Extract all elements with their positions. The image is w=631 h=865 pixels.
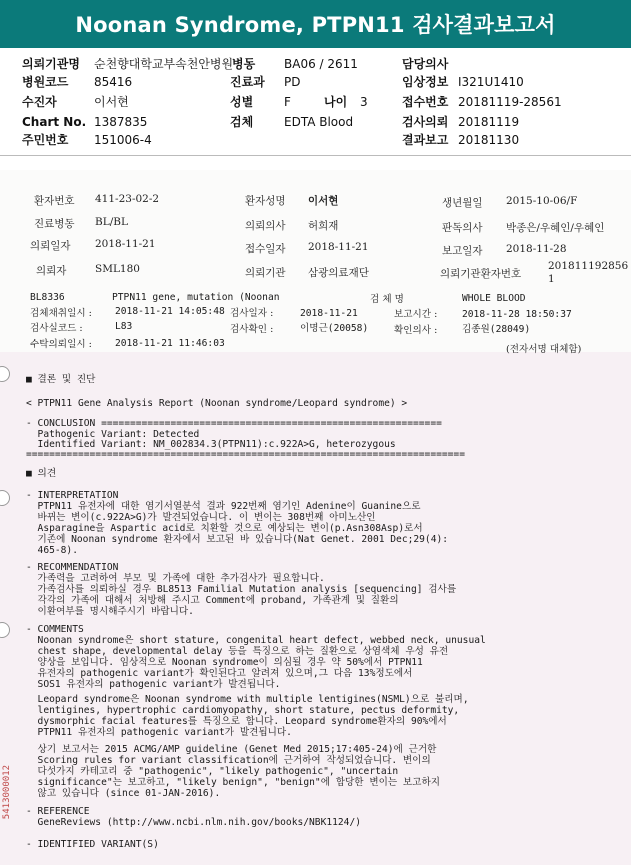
- comments-line: chest shape, developmental delay 등을 특징으로 하는 질환으로 상염색체 우성 유전: [26, 646, 449, 657]
- patient-form: [0, 188, 631, 288]
- form-value: BL/BL: [95, 216, 128, 228]
- interpretation-line: 바뀌는 변이(c.922A>G)가 발견되었습니다. 이 변이는 308번째 아미노산인: [26, 512, 376, 523]
- form-label: 의뢰기관: [245, 267, 286, 279]
- report-body: [24, 374, 624, 864]
- room-label: 검사실코드 :: [30, 323, 83, 334]
- interpretation-line: Asparagine을 Aspartic acid로 치환할 것으로 예상되는 변이(p.Asn308Asp)로서: [26, 523, 423, 534]
- hdr-label: 성별: [230, 95, 254, 109]
- recommendation-line: 가족력을 고려하여 부모 및 가족에 대한 추가검사가 필요합니다.: [26, 573, 325, 584]
- accept-label: 검사일자 :: [230, 308, 274, 319]
- hdr-label: 검체: [230, 115, 254, 129]
- interpretation-line: 465-8).: [26, 545, 78, 556]
- form-value: 411-23-02-2: [95, 193, 160, 205]
- side-serial-code: 5413000012: [2, 765, 12, 820]
- report-title: Noonan Syndrome, PTPN11 검사결과보고서: [0, 0, 631, 48]
- hdr-value: BA06 / 2611: [284, 57, 358, 71]
- hdr-value: 순천향대학교부속천안병원: [94, 57, 234, 71]
- comments-line: 상기 보고서는 2015 ACMG/AMP guideline (Genet Med 2015;17:405-24)에 근거한: [26, 744, 437, 755]
- recommendation-line: 각각의 가족에 대해서 처방해 주시고 Comment에 proband, 가족관계 및 질환의: [26, 595, 399, 606]
- reference-line: - REFERENCE: [26, 806, 90, 817]
- recommendation-line: 이환여부를 명시해주시기 바랍니다.: [26, 606, 194, 617]
- form-label: 접수일자: [245, 243, 286, 255]
- hdr-label: 병원코드: [22, 75, 69, 89]
- hdr-label: 담당의사: [402, 57, 449, 71]
- hdr-value: 20181130: [458, 133, 520, 147]
- form-value: 1: [548, 273, 555, 285]
- age-value: 3: [360, 95, 368, 109]
- conclusion-line: ============================================================================: [26, 449, 465, 460]
- report-time-label: 보고시간 :: [394, 309, 438, 320]
- comments-line: significance"는 보고하고, "likely benign", "benign"에 합당한 변이는 보고하지: [26, 777, 440, 788]
- hdr-value: I321U1410: [458, 75, 524, 89]
- hdr-value: 85416: [94, 75, 133, 89]
- recommendation-line: 가족검사를 의뢰하실 경우 BL8513 Familial Mutation analysis [sequencing] 검사를: [26, 584, 457, 595]
- verify-label: 검사확인 :: [230, 324, 274, 335]
- form-label: 생년월일: [442, 197, 483, 209]
- form-label: 의뢰의사: [245, 220, 286, 232]
- hdr-label: 수진자: [22, 95, 57, 109]
- identified-variants-heading: - IDENTIFIED VARIANT(S): [26, 839, 159, 850]
- form-value: SML180: [95, 263, 140, 275]
- form-value: 허희재: [308, 220, 339, 232]
- specimen-label: 검 체 명: [370, 294, 404, 305]
- recommendation-line: - RECOMMENDATION: [26, 562, 119, 573]
- comments-line: 유전자의 pathogenic variant가 확인된다고 알려져 있으며,그 다음 13%정도에서: [26, 668, 413, 679]
- form-label: 환자번호: [34, 195, 75, 207]
- form-label: 보고일자: [442, 245, 483, 257]
- conclusion-line: - CONCLUSION ===========================================================: [26, 418, 442, 429]
- comments-line: SOS1 유전자의 pathogenic variant가 발견됩니다.: [26, 679, 281, 690]
- hdr-label: Chart No.: [22, 115, 87, 129]
- comments-line: PTPN11 유전자의 pathogenic variant가 발견됩니다.: [26, 727, 292, 738]
- accept-value: 2018-11-21: [300, 308, 358, 319]
- comments-line: dysmorphic facial features를 특징으로 합니다. Leopard syndrome환자의 90%에서: [26, 716, 447, 727]
- header-info: [22, 56, 622, 150]
- hdr-value: EDTA Blood: [284, 115, 354, 129]
- room-value: L83: [115, 321, 133, 332]
- form-value: 2018-11-21: [95, 238, 156, 250]
- recv-value: 2018-11-21 11:46:03: [115, 338, 225, 349]
- form-value: 박종은/우혜인/우혜인: [506, 222, 605, 234]
- hdr-label: 주민번호: [22, 133, 69, 147]
- form-value: 삼광의료재단: [308, 267, 369, 279]
- form-label: 의뢰기관환자번호: [440, 268, 522, 280]
- esign-note: (전자서명 대체함): [506, 344, 582, 355]
- interpretation-line: - INTERPRETATION: [26, 490, 119, 501]
- collect-label: 검체채취일시 :: [30, 308, 92, 319]
- form-value: 2018-11-21: [308, 241, 369, 253]
- comments-line: - COMMENTS: [26, 624, 84, 635]
- comments-line: Scoring rules for variant classification에 근거하여 작성되었습니다. 변이의: [26, 755, 431, 766]
- comments-line: Leopard syndrome은 Noonan syndrome with multiple lentigines(NSML)으로 불리며,: [26, 694, 469, 705]
- hdr-value: 20181119-28561: [458, 95, 562, 109]
- recv-label: 수탁의뢰일시 :: [30, 339, 92, 350]
- form-value: 201811192856: [548, 260, 629, 272]
- hdr-value: 151006-4: [94, 133, 152, 147]
- section-heading: ■ 결론 및 진단: [26, 374, 96, 385]
- section-heading: ■ 의견: [26, 468, 57, 479]
- hdr-label: 접수번호: [402, 95, 449, 109]
- comments-line: 다섯가지 카테고리 중 "pathogenic", "likely pathogenic", "uncertain: [26, 766, 399, 777]
- form-value: 이서현: [308, 195, 339, 207]
- hdr-value: PD: [284, 75, 301, 89]
- hdr-label: 임상정보: [402, 75, 449, 89]
- reference-line: GeneReviews (http://www.ncbi.nlm.nih.gov/books/NBK1124/): [26, 817, 362, 828]
- report-heading: < PTPN11 Gene Analysis Report (Noonan syndrome/Leopard syndrome) >: [26, 398, 408, 409]
- collect-value: 2018-11-21 14:05:48: [115, 306, 225, 317]
- form-label: 의뢰자: [36, 265, 67, 277]
- report-time-value: 2018-11-28 18:50:37: [462, 309, 572, 320]
- form-label: 진료병동: [34, 218, 75, 230]
- confirm-value: 김종원(28049): [462, 324, 531, 335]
- hdr-label: 의뢰기관명: [22, 57, 80, 71]
- hdr-label: 진료과: [230, 75, 265, 89]
- conclusion-line: Identified Variant: NM_002834.3(PTPN11):c.922A>G, heterozygous: [26, 439, 396, 450]
- verify-value: 이명근(20058): [300, 323, 369, 334]
- test-code: BL8336: [30, 292, 65, 303]
- hdr-label: 결과보고: [402, 133, 449, 147]
- hdr-value: F: [284, 95, 291, 109]
- form-label: 의뢰일자: [30, 240, 71, 252]
- header-divider: [0, 155, 631, 156]
- form-value: 2015-10-06/F: [506, 195, 578, 207]
- hdr-value: 20181119: [458, 115, 520, 129]
- test-info: [0, 290, 631, 356]
- interpretation-line: PTPN11 유전자에 대한 염기서열분석 결과 922번째 염기인 Adenine이 Guanine으로: [26, 501, 421, 512]
- hdr-value: 1387835: [94, 115, 148, 129]
- form-value: 2018-11-28: [506, 243, 567, 255]
- test-name: PTPN11 gene, mutation (Noonan: [112, 292, 280, 303]
- form-label: 판독의사: [442, 222, 483, 234]
- comments-line: lentigines, hypertrophic cardiomyopathy, short stature, pectus deformity,: [26, 705, 460, 716]
- comments-line: 양상을 보입니다. 임상적으로 Noonan syndrome이 의심될 경우 약 50%에서 PTPN11: [26, 657, 423, 668]
- hdr-label: 병동: [232, 57, 256, 71]
- hdr-value: 이서현: [94, 95, 129, 109]
- interpretation-line: 기존에 Noonan syndrome 환자에서 보고된 바 있습니다(Nat Genet. 2001 Dec;29(4):: [26, 534, 449, 545]
- comments-line: 않고 있습니다 (since 01-JAN-2016).: [26, 788, 221, 799]
- comments-line: Noonan syndrome은 short stature, congenital heart defect, webbed neck, unusual: [26, 635, 486, 646]
- confirm-label: 확인의사 :: [394, 325, 438, 336]
- age-label: 나이: [324, 95, 348, 109]
- hdr-label: 검사의뢰: [402, 115, 449, 129]
- conclusion-line: Pathogenic Variant: Detected: [26, 429, 200, 440]
- form-label: 환자성명: [245, 195, 286, 207]
- specimen-value: WHOLE BLOOD: [462, 293, 526, 304]
